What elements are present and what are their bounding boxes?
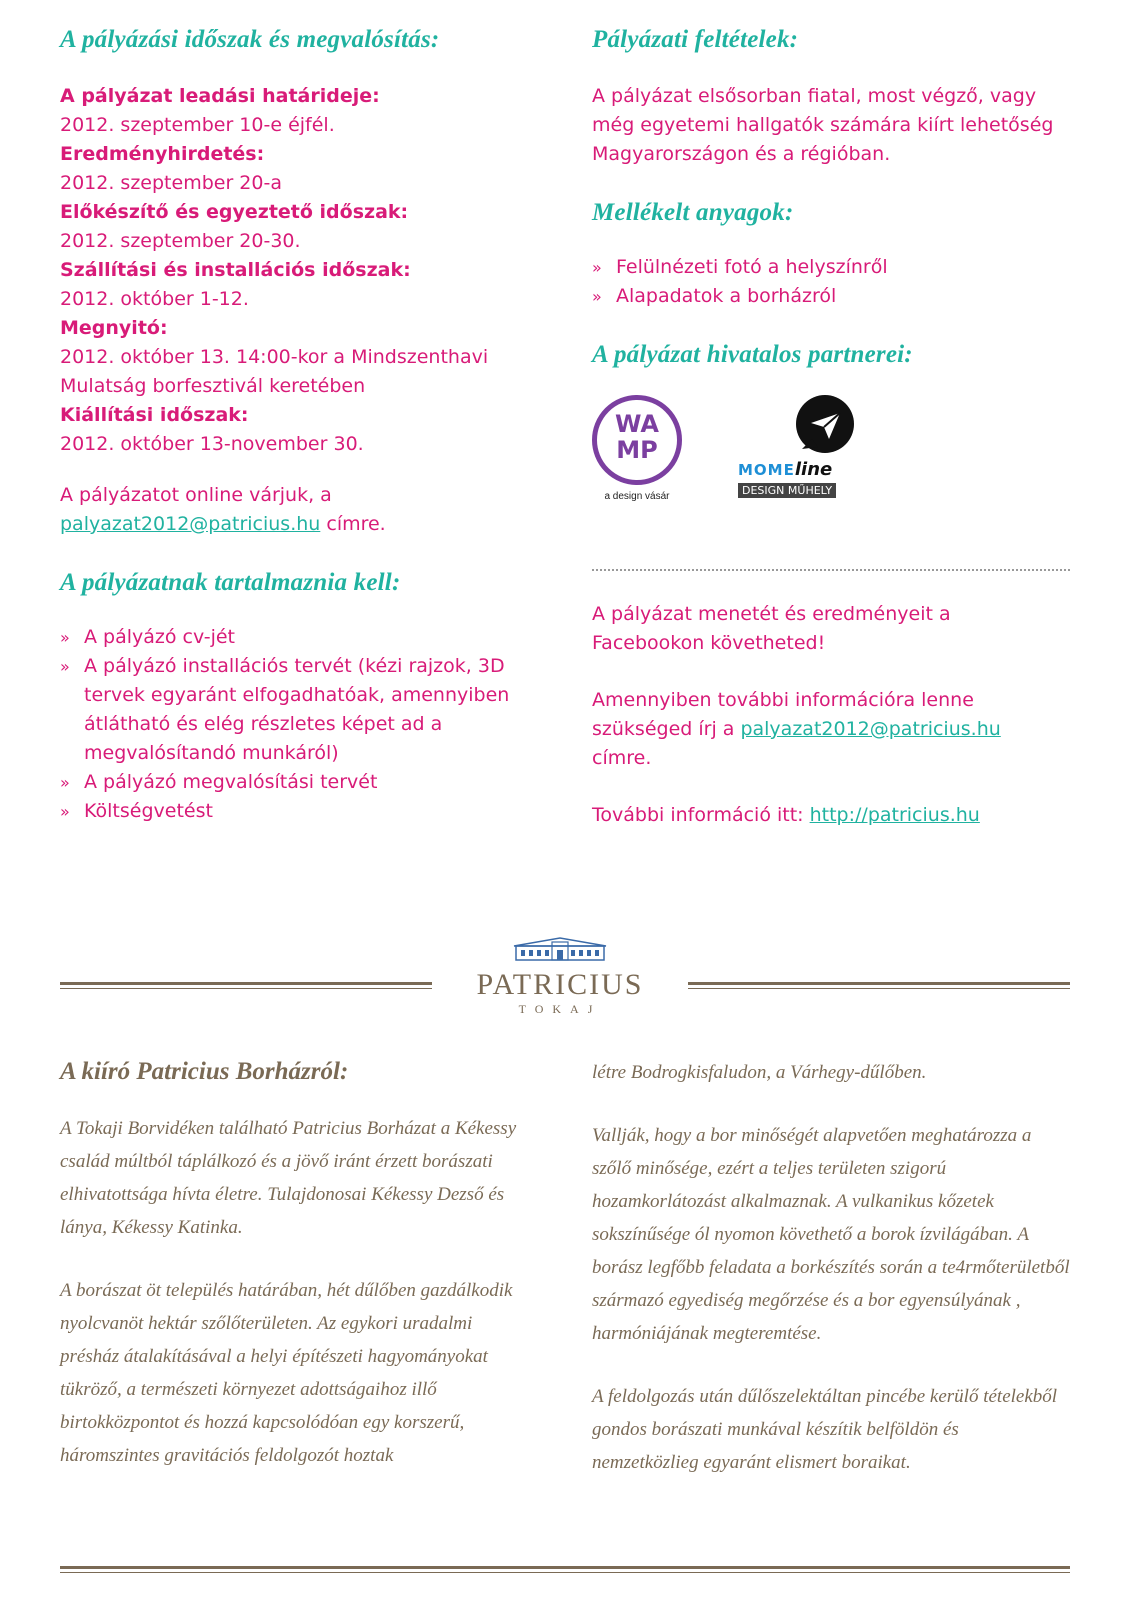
mome-line: line [794,459,833,480]
mome-brand: MOME [738,461,795,479]
about-paragraph: Vallják, hogy a bor minőségét alapvetően meghatározza a szőlő minősége, ezért a teljes területen szigorú hozamkorlátozást alkalmaznak. A vulkanikus kőzetek sokszínűsége ól nyomon követhető a borok ízvilágában. A borász legfőbb feladata a borkészítés során a te4rmőterületből származó egyediség megőrzése és a bor egyensúlyának , harmóniájának megteremtése. [592,1125,1070,1344]
bullet-icon: » [60,657,70,676]
list-item: » Felülnézeti fotó a helyszínről [592,253,1070,282]
about-heading: A kiíró Patricius Borházról: [60,1058,349,1085]
facebook-text: A pályázat menetét és eredményeit a Facebookon követheted! [592,603,951,654]
schedule-value: 2012. október 13. 14:00-kor a Mindszenthavi Mulatság borfesztivál keretében [60,346,489,397]
conditions-text: A pályázat elsősorban fiatal, most végző, vagy még egyetemi hallgatók számára kiírt lehetőség Magyarországon és a régióban. [592,85,1054,165]
bullet-icon: » [592,258,602,277]
list-item: » A pályázó installációs tervét (kézi rajzok, 3D tervek egyaránt elfogadhatóak, amennyiben átlátható és elég részletes képet ad a megvalósítandó munkáról) [60,652,520,768]
attachments-heading: Mellékelt anyagok: [592,199,794,226]
schedule-label: A pályázat leadási határideje: [60,85,380,107]
online-suffix: címre. [320,513,386,535]
schedule-value: 2012. szeptember 10-e éjfél. [60,114,335,136]
divider-right [688,982,1070,985]
list-item: » Alapadatok a borházról [592,282,1070,311]
patricius-sub: TOKAJ [518,1002,602,1016]
list-item: » A pályázó megvalósítási tervét [60,768,520,797]
schedule-value: 2012. szeptember 20-a [60,172,282,194]
schedule-label: Szállítási és installációs időszak: [60,259,411,281]
about-left [60,1058,532,1472]
wamp-logo-line1: WA [615,410,659,438]
manor-house-icon [512,936,608,962]
about-paragraph: A feldolgozás után dűlőszelektáltan pincébe kerülő tételekből gondos borászati munkával készítik belföldön és nemzetközlieg egyaránt elismert boraikat. [592,1386,1058,1473]
bullet-icon: » [60,773,70,792]
dotted-divider [592,569,1070,571]
online-paragraph [60,481,420,539]
divider-right-thin [688,988,1070,989]
schedule-label: Megnyitó: [60,317,168,339]
divider-left-thin [60,988,432,989]
list-item: » A pályázó cv-jét [60,623,520,652]
info-email-link[interactable]: palyazat2012@patricius.hu [740,718,1001,740]
wamp-logo [592,395,684,502]
bullet-icon: » [60,802,70,821]
right-lower [592,600,1070,830]
schedule-label: Előkészítő és egyeztető időszak: [60,201,409,223]
list-item: » Költségvetést [60,797,520,826]
partners-heading: A pályázat hivatalos partnerei: [592,341,913,368]
paper-plane-bubble-icon [794,395,856,463]
partner-logos [592,395,1070,515]
info-paragraph [592,686,1012,773]
left-column [60,26,530,826]
online-text: A pályázatot online várjuk, a [60,484,332,506]
footer-rule [60,1566,1070,1569]
info-text: Amennyiben további információra lenne szükséged írj a [592,689,974,740]
schedule-label: Kiállítási időszak: [60,404,249,426]
online-email-link[interactable]: palyazat2012@patricius.hu [60,513,321,535]
mome-caption: DESIGN MŰHELY [738,483,836,498]
patricius-logo [445,936,675,1017]
divider-left [60,982,432,985]
conditions-heading: Pályázati feltételek: [592,26,799,53]
schedule-label: Eredményhirdetés: [60,143,265,165]
about-paragraph: A borászat öt település határában, hét dűlőben gazdálkodik nyolcvanöt hektár szőlőterületen. Az egykori uradalmi présház átalakításával a helyi építészeti hagyományokat tükröző, a természeti környezet adottságaihoz illő birtokközpontot és hozzá kapcsolódóan egy korszerű, háromszintes gravitációs feldolgozót hoztak [60,1280,513,1466]
wamp-logo-line2: MP [616,436,658,464]
about-paragraph: létre Bodrogkisfaludon, a Várhegy-dűlőben. [592,1062,927,1083]
more-label: További információ itt: [592,804,810,826]
contents-heading: A pályázatnak tartalmaznia kell: [60,569,401,596]
bullet-icon: » [592,287,602,306]
right-column [592,26,1070,515]
wamp-caption: a design vásár [604,491,670,502]
patricius-link[interactable]: http://patricius.hu [809,804,980,826]
info-suffix: címre. [592,747,652,769]
schedule-list [60,82,530,459]
about-right [592,1056,1070,1479]
schedule-value: 2012. október 13-november 30. [60,433,364,455]
schedule-value: 2012. október 1-12. [60,288,249,310]
schedule-value: 2012. szeptember 20-30. [60,230,301,252]
period-heading: A pályázási időszak és megvalósítás: [60,26,440,53]
attachments-list [592,253,1070,311]
contents-list [60,623,520,826]
patricius-name: PATRICIUS [476,968,644,1001]
about-paragraph: A Tokaji Borvidéken található Patricius Borházat a Kékessy család múltból táplálkozó és a jövő iránt érzett borászati elhivatottsága hívta életre. Tulajdonosai Kékessy Dezső és lánya, Kékessy Katinka. [60,1118,517,1238]
footer-rule-thin [60,1572,1070,1573]
bullet-icon: » [60,628,70,647]
more-info [592,801,1070,830]
